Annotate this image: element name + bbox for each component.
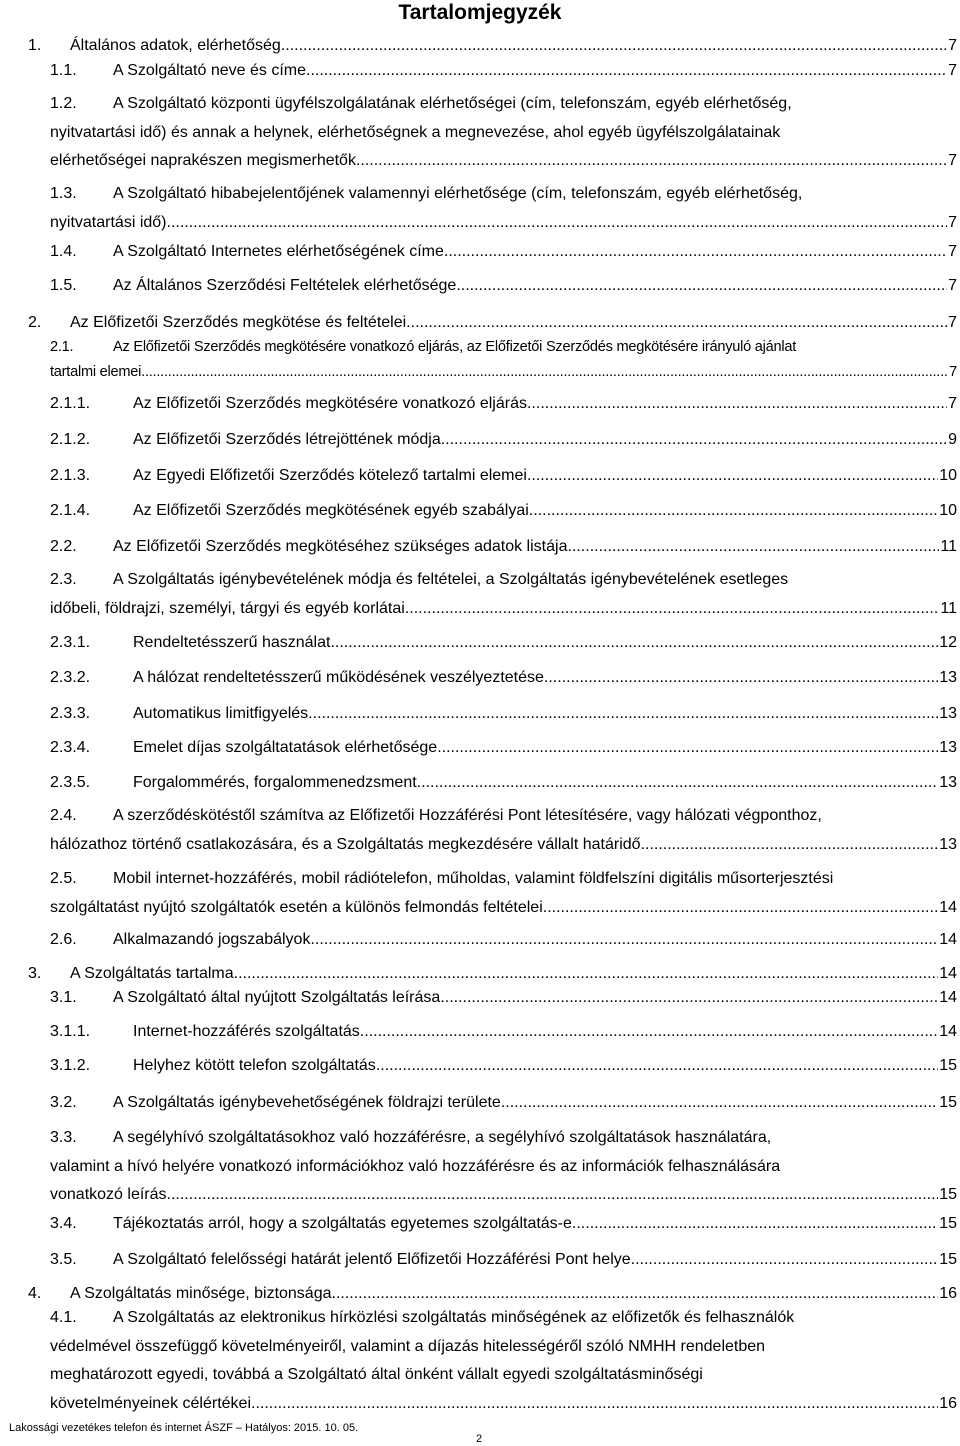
dot-leader [332,1284,939,1304]
toc-entry-title: Az Előfizetői Szerződés megkötése és feltételei [70,314,407,331]
toc-entry-line[interactable] [50,1185,957,1205]
dot-leader [310,930,938,950]
toc-entry-title: hálózathoz történő csatlakozására, és a Szolgáltatás megkezdésére vállalt határidő [50,835,641,853]
dot-leader [251,1394,938,1414]
toc-entry-page: 15 [939,1057,957,1074]
toc-entry-line[interactable] [133,430,957,450]
dot-leader [501,1093,938,1113]
toc-entry-line[interactable]: A Szolgáltató központi ügyfélszolgálatának elérhetőségei (cím, telefonszám, egyéb elérhetőség, [113,95,792,112]
toc-entry-title: Az Előfizetői Szerződés megkötésére vonatkozó eljárás [133,395,527,412]
toc-entry-page: 16 [939,1285,957,1302]
toc-entry-number[interactable]: 3.1. [50,989,77,1006]
toc-entry-title: A Szolgáltató Internetes elérhetőségének címe [113,243,444,260]
toc-entry-number[interactable]: 2.3.5. [50,774,91,791]
toc-entry-page: 14 [939,931,957,948]
toc-entry-number[interactable]: 2.1.3. [50,467,91,484]
toc-entry-line[interactable] [113,988,957,1008]
toc-entry-line[interactable]: nyitvatartási idő) és annak a helynek, elérhetőségnek a megnevezése, ahol egyéb ügyfélszolgálatainak [50,123,781,141]
toc-entry-number[interactable]: 4. [28,1285,42,1302]
toc-entry-page: 7 [948,62,957,79]
toc-entry-page: 7 [948,314,957,331]
toc-entry-number[interactable]: 2.1.4. [50,502,91,519]
toc-entry-number[interactable]: 2.6. [50,931,77,948]
toc-entry-title: A Szolgáltatás minősége, biztonsága [70,1285,332,1302]
toc-entry-number[interactable]: 3.4. [50,1215,77,1232]
toc-entry-page: 7 [948,152,957,169]
toc-entry-line[interactable]: A segélyhívó szolgáltatásokhoz való hozzáférésre, a segélyhívó szolgáltatások használatára, [113,1129,772,1146]
toc-entry-title: Az Előfizetői Szerződés megkötésének egyéb szabályai [133,502,529,519]
toc-entry-line[interactable] [113,1214,957,1234]
toc-entry-number[interactable]: 1.5. [50,277,77,294]
toc-entry-title: Az Általános Szerződési Feltételek elérhetősége [113,277,457,294]
toc-entry-page: 16 [939,1394,957,1412]
toc-entry-title: A hálózat rendeltetésszerű működésének veszélyeztetése [133,669,544,686]
toc-entry-title: tartalmi elemei [50,364,142,380]
toc-entry-title: Az Egyedi Előfizetői Szerződés kötelező tartalmi elemei [133,467,527,484]
toc-entry-line[interactable] [133,633,957,653]
toc-entry-line[interactable] [50,1394,957,1414]
toc-entry-title: A Szolgáltató felelősségi határát jelentő Előfizetői Hozzáférési Pont helye [113,1251,631,1268]
dot-leader [631,1250,939,1270]
dot-leader [306,61,947,81]
dot-leader [527,466,938,486]
toc-entry-title: vonatkozó leírás [50,1186,167,1203]
toc-entry-line[interactable] [50,362,957,382]
toc-entry-number[interactable]: 1.4. [50,243,77,260]
dot-leader [543,898,938,918]
toc-entry-title: elérhetőségei naprakészen megismerhetők [50,152,356,169]
toc-entry-page: 14 [939,989,957,1006]
toc-entry-number[interactable]: 3. [28,965,42,982]
toc-entry-line[interactable] [133,1022,957,1042]
toc-entry-line[interactable] [133,466,957,486]
toc-entry-line[interactable] [133,773,957,793]
toc-entry-line[interactable] [50,599,957,619]
dot-leader [308,704,938,724]
toc-entry-title: Általános adatok, elérhetőség [70,37,281,54]
dot-leader [330,633,938,653]
toc-entry-line[interactable] [50,835,957,855]
toc-entry-line[interactable] [133,1056,957,1076]
toc-entry-title: követelményeinek célértékei [50,1394,251,1412]
toc-entry-title: Helyhez kötött telefon szolgáltatás [133,1057,376,1074]
toc-entry-page: 15 [939,1094,957,1111]
toc-entry-page: 7 [949,364,957,380]
toc-entry-page: 13 [939,835,957,853]
toc-entry-number[interactable]: 2.3.2. [50,669,91,686]
page-number: 2 [476,1433,483,1445]
dot-leader [529,501,938,521]
dot-leader [167,1185,939,1205]
toc-entry-number[interactable]: 2.3.1. [50,634,91,651]
toc-entry-title: A Szolgáltató neve és címe [113,62,306,79]
toc-entry-line[interactable]: védelmével összefüggő követelményeiről, valamint a díjazás hitelességéről szóló NMHH rendeletben [50,1337,766,1355]
toc-entry-page: 10 [939,502,957,519]
toc-entry-number[interactable]: 1.2. [50,95,77,112]
toc-entry-number[interactable]: 4.1. [50,1309,77,1326]
toc-entry-page: 14 [939,898,957,916]
toc-entry-number[interactable]: 1.1. [50,62,77,79]
toc-entry-title: Rendeltetésszerű használat [133,634,331,651]
toc-entry-title: Az Előfizetői Szerződés létrejöttének módja [133,431,441,448]
toc-entry-title: Emelet díjas szolgáltatatások elérhetősége [133,739,438,756]
toc-entry-line[interactable] [70,1284,957,1304]
toc-entry-page: 13 [939,774,957,791]
toc-entry-page: 15 [939,1215,957,1232]
toc-entry-line[interactable]: valamint a hívó helyére vonatkozó információkhoz való hozzáférésre és az információk felhasználására [50,1157,781,1175]
toc-entry-number[interactable]: 3.1.1. [50,1023,91,1040]
toc-entry-line[interactable] [70,964,957,984]
toc-entry-line[interactable]: A Szolgáltatás igénybevételének módja és feltételei, a Szolgáltatás igénybevételének esetleges [113,571,789,588]
toc-entry-number[interactable]: 2.1.1. [50,395,91,412]
dot-leader [572,1214,938,1234]
toc-entry-line[interactable]: A Szolgáltatás az elektronikus hírközlési szolgáltatás minőségének az előfizetők és felhasználók [113,1309,795,1326]
toc-entry-title: Automatikus limitfigyelés [133,705,309,722]
toc-entry-title: Alkalmazandó jogszabályok [113,931,311,948]
dot-leader [440,988,938,1008]
toc-entry-line[interactable] [133,738,957,758]
dot-leader [406,313,947,333]
dot-leader [437,738,938,758]
toc-entry-title: Forgalommérés, forgalommenedzsment [133,774,417,791]
dot-leader [360,1022,938,1042]
toc-entry-number[interactable]: 2.5. [50,870,77,887]
dot-leader [444,242,947,262]
toc-entry-page: 9 [948,431,957,448]
dot-leader [141,362,948,382]
toc-entry-page: 14 [939,1023,957,1040]
toc-entry-page: 11 [940,538,957,555]
dot-leader [567,537,939,557]
toc-entry-line[interactable] [70,36,957,56]
toc-entry-number[interactable]: 3.3. [50,1129,77,1146]
toc-entry-line[interactable] [70,313,957,333]
toc-entry-number[interactable]: 2.3.3. [50,705,91,722]
dot-leader [527,394,947,414]
toc-entry-line[interactable] [113,61,957,81]
toc-entry-page: 14 [939,965,957,982]
dot-leader [234,964,939,984]
toc-entry-number[interactable]: 1. [28,37,42,54]
dot-leader [167,213,948,233]
toc-entry-title: szolgáltatást nyújtó szolgáltatók esetén a különös felmondás feltételei [50,898,543,916]
toc-entry-line[interactable]: Az Előfizetői Szerződés megkötésére vonatkozó eljárás, az Előfizetői Szerződés megkötésére irányuló ajánlat [113,339,797,355]
toc-entry-page: 7 [948,395,957,412]
toc-title: Tartalomjegyzék [398,1,562,24]
toc-entry-page: 13 [939,705,957,722]
toc-entry-number[interactable]: 2.3. [50,571,77,588]
toc-entry-line[interactable] [133,501,957,521]
dot-leader [456,276,947,296]
dot-leader [405,599,940,619]
toc-entry-page: 7 [948,277,957,294]
toc-entry-page: 10 [939,467,957,484]
toc-entry-line[interactable] [133,394,957,414]
toc-entry-page: 7 [948,213,957,231]
toc-entry-page: 13 [939,669,957,686]
toc-entry-line[interactable] [113,1093,957,1113]
dot-leader [356,151,947,171]
toc-entry-page: 7 [948,37,957,54]
toc-entry-line[interactable] [113,537,957,557]
toc-entry-line[interactable] [133,704,957,724]
toc-entry-page: 15 [939,1251,957,1268]
toc-entry-title: nyitvatartási idő) [50,213,167,231]
toc-entry-line[interactable] [50,213,957,233]
toc-entry-title: A Szolgáltató által nyújtott Szolgáltatás leírása [113,989,441,1006]
toc-entry-line[interactable] [113,1250,957,1270]
toc-entry-line[interactable]: Mobil internet-hozzáférés, mobil rádiótelefon, műholdas, valamint földfelszíni digitális műsorterjesztési [113,870,834,887]
toc-entry-number[interactable]: 2.2. [50,538,77,555]
toc-entry-page: 12 [939,634,957,651]
toc-entry-title: időbeli, földrajzi, személyi, tárgyi és egyéb korlátai [50,599,405,617]
toc-entry-line[interactable] [50,898,957,918]
dot-leader [641,835,939,855]
toc-entry-page: 15 [939,1186,957,1203]
toc-entry-title: Tájékoztatás arról, hogy a szolgáltatás egyetemes szolgáltatás-e [113,1215,572,1232]
toc-entry-line[interactable] [113,930,957,950]
toc-entry-number[interactable]: 3.5. [50,1251,77,1268]
toc-entry-line[interactable] [113,276,957,296]
toc-entry-line[interactable]: A szerződéskötéstől számítva az Előfizetői Hozzáférési Pont létesítésére, vagy hálózati végponthoz, [113,807,822,824]
toc-entry-number[interactable]: 3.2. [50,1094,77,1111]
toc-entry-number[interactable]: 2.3.4. [50,739,91,756]
toc-entry-title: A Szolgáltatás igénybevehetőségének földrajzi területe [113,1094,501,1111]
toc-entry-number[interactable]: 2.4. [50,807,77,824]
toc-entry-page: 7 [948,243,957,260]
toc-entry-number[interactable]: 2.1. [50,339,74,355]
toc-entry-title: Az Előfizetői Szerződés megkötéséhez szükséges adatok listája [113,538,568,555]
toc-entry-number[interactable]: 1.3. [50,185,77,202]
toc-entry-line[interactable]: meghatározott egyedi, továbbá a Szolgáltató által önként vállalt egyedi szolgáltatásminőségi [50,1366,703,1383]
dot-leader [376,1056,938,1076]
toc-entry-page: 11 [940,599,957,617]
toc-entry-line[interactable]: A Szolgáltató hibabejelentőjének valamennyi elérhetősége (cím, telefonszám, egyéb elérhetőség, [113,185,803,202]
toc-entry-number[interactable]: 3.1.2. [50,1057,91,1074]
toc-entry-line[interactable] [113,242,957,262]
footer-text: Lakossági vezetékes telefon és internet ÁSZF – Hatályos: 2015. 10. 05. [9,1422,359,1434]
toc-entry-number[interactable]: 2. [28,314,42,331]
toc-entry-line[interactable] [133,668,957,688]
dot-leader [417,773,939,793]
dot-leader [281,36,947,56]
toc-entry-title: A Szolgáltatás tartalma [70,965,234,982]
toc-entry-title: Internet-hozzáférés szolgáltatás [133,1023,360,1040]
dot-leader [544,668,938,688]
toc-entry-number[interactable]: 2.1.2. [50,431,91,448]
dot-leader [441,430,947,450]
toc-entry-page: 13 [939,739,957,756]
toc-entry-line[interactable] [50,151,957,171]
